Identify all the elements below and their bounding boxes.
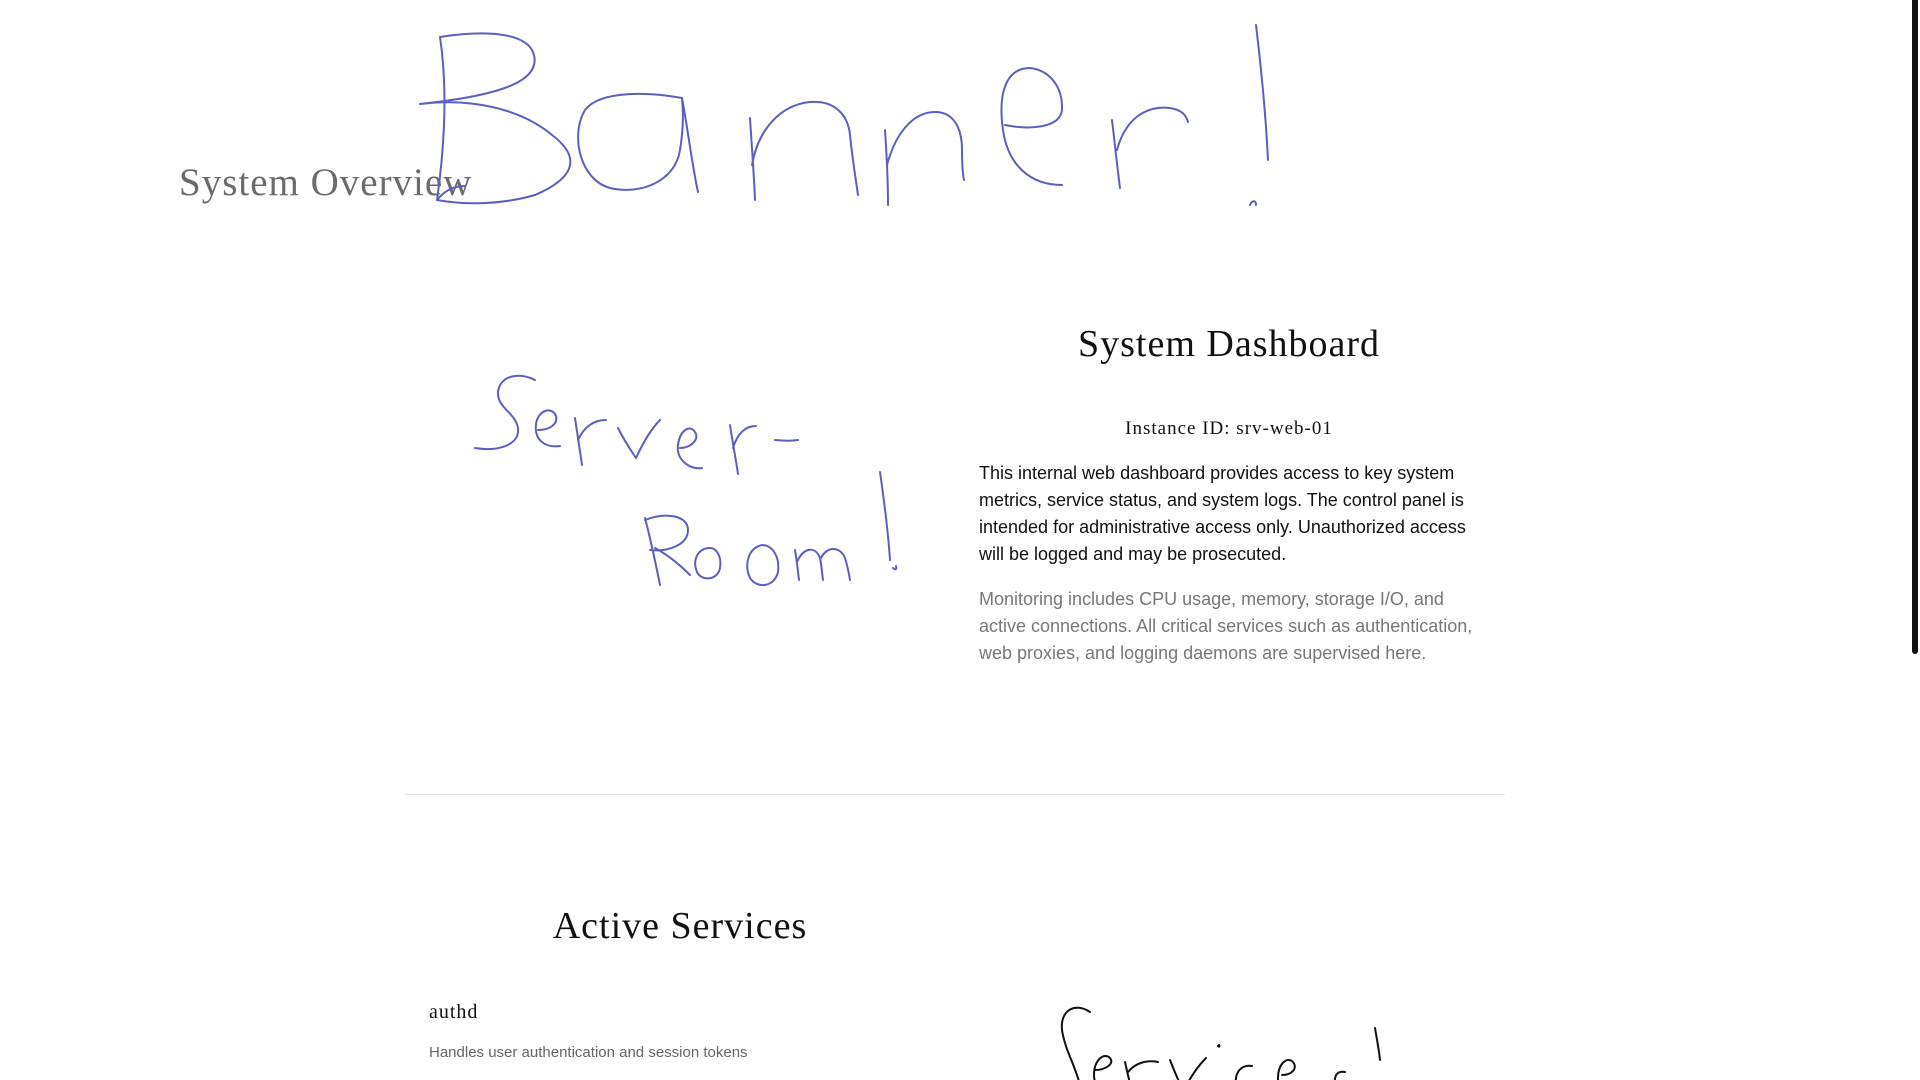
banner-stroke xyxy=(1001,68,1062,185)
server-room-stroke xyxy=(475,376,535,449)
server-room-stroke xyxy=(645,516,690,585)
server-room-stroke xyxy=(795,549,850,580)
page-title: System Overview xyxy=(179,161,473,204)
server-room-stroke xyxy=(575,418,606,465)
banner-sketch xyxy=(420,25,1268,205)
server-room-stroke xyxy=(695,548,720,578)
services-stroke xyxy=(1236,1066,1252,1080)
services-stroke xyxy=(1062,1008,1090,1080)
server-room-stroke xyxy=(880,472,896,569)
banner-stroke xyxy=(1112,108,1188,188)
services-sketch xyxy=(1062,1008,1380,1080)
server-room-sketch xyxy=(475,376,896,585)
services-stroke xyxy=(1125,1061,1158,1080)
service-name: authd xyxy=(429,1001,479,1023)
banner-stroke xyxy=(750,102,858,200)
banner-stroke xyxy=(1250,25,1268,205)
banner-stroke xyxy=(885,112,964,205)
instance-id: Instance ID: srv-web-01 xyxy=(1125,418,1333,439)
monitoring-description: Monitoring includes CPU usage, memory, storage I/O, and active connections. All critical services such as authentication, web proxies, and logging daemons are supervised here. xyxy=(979,589,1473,663)
vertical-scrollbar[interactable] xyxy=(1912,0,1918,654)
dashboard-description: This internal web dashboard provides access to key system metrics, service status, and system logs. The control panel is intended for administrative access only. Unauthorized access will be logged and may be prosecuted. xyxy=(979,463,1466,564)
services-title: Active Services xyxy=(552,905,808,947)
dashboard-title: System Dashboard xyxy=(1077,323,1381,365)
services-stroke xyxy=(1375,1028,1380,1060)
server-room-stroke xyxy=(678,428,702,468)
banner-stroke xyxy=(578,94,698,192)
server-room-stroke xyxy=(536,410,560,446)
services-stroke xyxy=(1278,1060,1295,1080)
services-stroke xyxy=(1170,1058,1206,1080)
server-room-stroke xyxy=(730,425,756,474)
server-room-stroke xyxy=(775,440,798,441)
server-room-stroke xyxy=(747,545,778,585)
services-stroke xyxy=(1335,1072,1345,1080)
section-divider xyxy=(405,794,1505,795)
services-stroke xyxy=(1218,1045,1219,1047)
service-description: Handles user authentication and session tokens xyxy=(429,1044,748,1061)
services-stroke xyxy=(1094,1056,1111,1080)
server-room-stroke xyxy=(618,420,660,458)
